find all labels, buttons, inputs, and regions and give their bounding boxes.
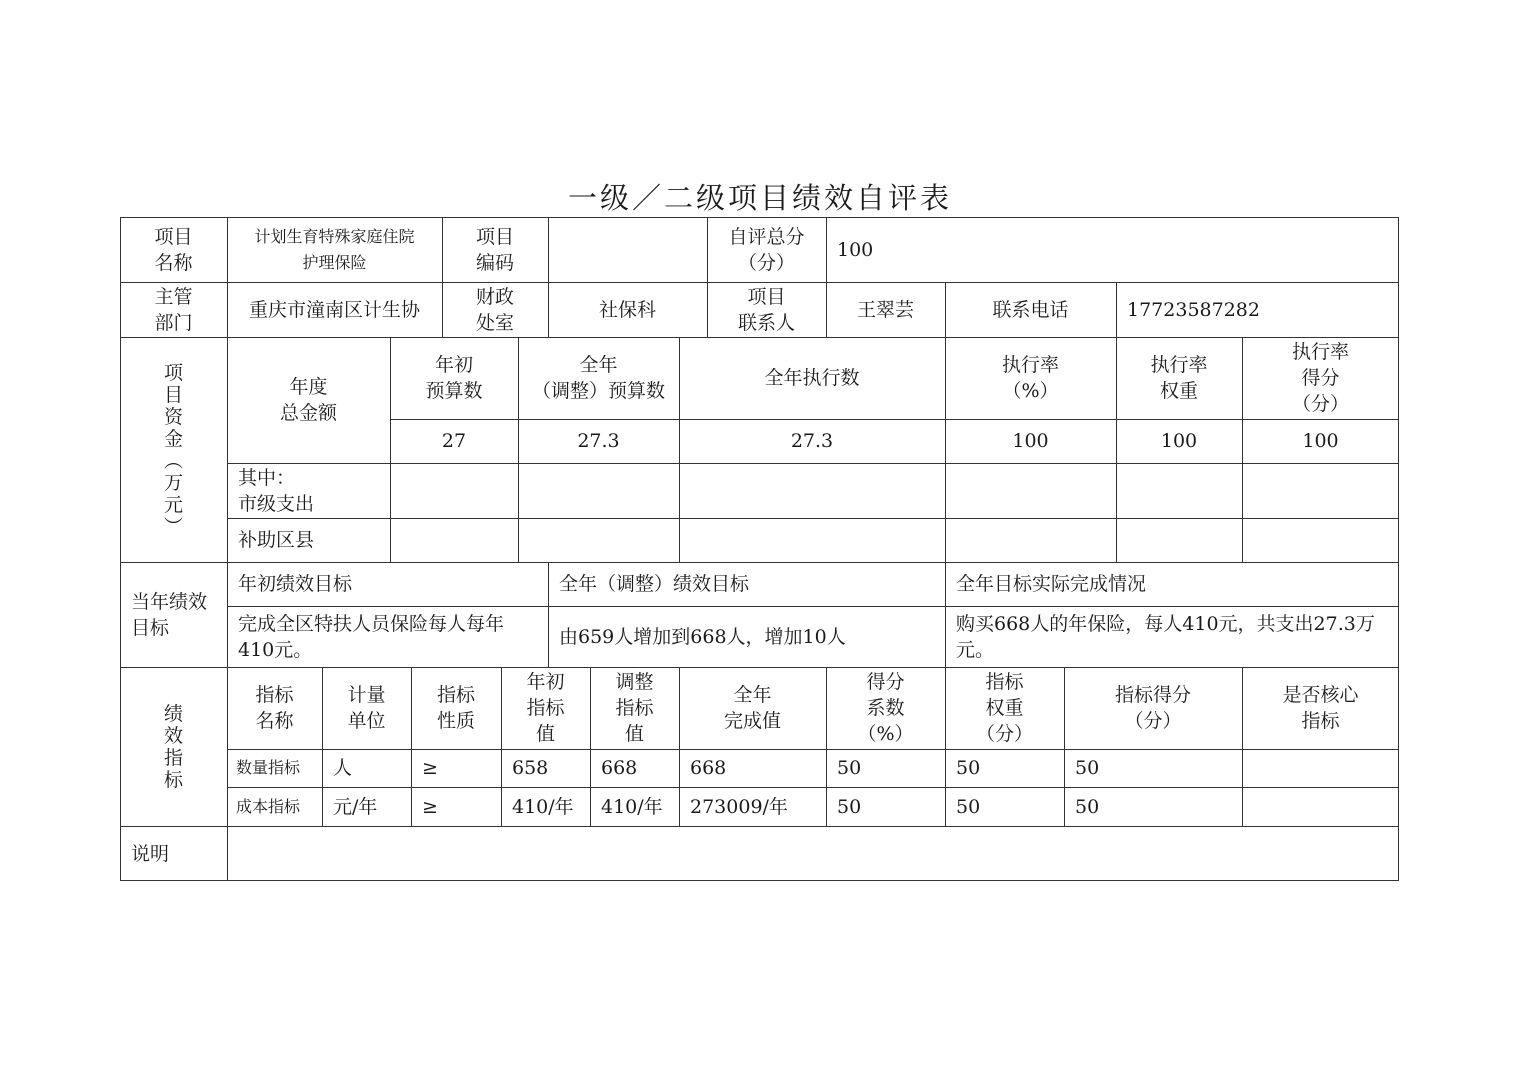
indicators-side-char: 指 bbox=[163, 746, 183, 769]
row-city-label: 其中： 市级支出 bbox=[238, 466, 315, 515]
col-adjusted-budget: 全年 （调整）预算数 bbox=[531, 354, 665, 402]
actual-goal-value: 购买668人的年保险，每人410元，共支出27.3万元。 bbox=[956, 612, 1375, 661]
indicators-side-char: 效 bbox=[163, 724, 183, 747]
phone-label: 联系电话 bbox=[992, 298, 1069, 321]
ind-row-nature: ≥ bbox=[422, 757, 438, 779]
ind-row-completed: 668 bbox=[690, 757, 727, 779]
ind-row-initial: 658 bbox=[512, 757, 549, 779]
ind-header-nature: 指标 性质 bbox=[436, 684, 475, 732]
ind-row-completed: 273009/年 bbox=[690, 795, 788, 818]
col-initial-budget: 年初 预算数 bbox=[425, 354, 483, 402]
initial-goal-value: 完成全区特扶人员保险每人每年410元。 bbox=[238, 612, 505, 661]
ind-header-unit: 计量 单位 bbox=[347, 684, 386, 732]
ind-header-name: 指标 名称 bbox=[255, 684, 294, 732]
ind-row-unit: 元/年 bbox=[333, 795, 378, 818]
col-executed: 全年执行数 bbox=[764, 367, 860, 389]
col-exec-rate: 执行率 （%） bbox=[1001, 354, 1059, 402]
ind-row-score: 50 bbox=[1075, 757, 1100, 779]
ind-row-name: 数量指标 bbox=[236, 758, 301, 777]
ind-row-initial: 410/年 bbox=[512, 795, 574, 818]
ind-row-unit: 人 bbox=[333, 757, 353, 779]
initial-goal-label: 年初绩效目标 bbox=[238, 573, 353, 595]
value-exec-rate: 100 bbox=[1012, 430, 1049, 452]
value-rate-weight: 100 bbox=[1160, 430, 1198, 452]
indicators-side-label bbox=[120, 667, 227, 826]
ind-row-weight: 50 bbox=[956, 757, 981, 779]
value-initial-budget: 27 bbox=[441, 430, 467, 452]
project-name-label: 项目 名称 bbox=[154, 225, 193, 274]
ind-row-weight: 50 bbox=[956, 795, 981, 818]
ind-row-name: 成本指标 bbox=[236, 796, 301, 816]
phone-value: 17723587282 bbox=[1127, 298, 1260, 321]
value-rate-score: 100 bbox=[1302, 430, 1339, 452]
finance-office-value: 社保科 bbox=[598, 298, 656, 321]
ind-header-core: 是否核心 指标 bbox=[1282, 684, 1359, 732]
funds-side-char: 目 bbox=[163, 383, 183, 406]
page-title: 一级／二级项目绩效自评表 bbox=[567, 181, 952, 215]
finance-office-label: 财政 处室 bbox=[475, 285, 514, 334]
ind-row-core bbox=[1242, 749, 1399, 787]
ind-row-adjusted: 410/年 bbox=[601, 795, 663, 818]
value-executed: 27.3 bbox=[790, 430, 834, 452]
goals-side-label: 当年绩效 目标 bbox=[131, 590, 208, 639]
evaluation-table bbox=[120, 217, 1399, 881]
ind-row-score: 50 bbox=[1075, 795, 1100, 818]
value-adjusted-budget: 27.3 bbox=[577, 430, 620, 452]
ind-header-initial: 年初 指标 值 bbox=[526, 671, 565, 745]
ind-row-coef: 50 bbox=[837, 795, 862, 818]
funds-side-label bbox=[120, 337, 227, 562]
notes-label: 说明 bbox=[131, 842, 170, 865]
ind-row-core bbox=[1242, 787, 1399, 826]
indicators-side-char: 绩 bbox=[163, 702, 183, 725]
ind-header-coef: 得分 系数 （%） bbox=[857, 671, 914, 745]
funds-side-char: ︶ bbox=[163, 515, 183, 538]
indicators-side-char: 标 bbox=[163, 768, 183, 791]
ind-header-adjusted: 调整 指标 值 bbox=[615, 671, 654, 745]
self-score-label: 自评总分 （分） bbox=[728, 225, 805, 274]
contact-label: 项目 联系人 bbox=[737, 285, 795, 334]
ind-row-adjusted: 668 bbox=[601, 757, 638, 779]
ind-header-completed: 全年 完成值 bbox=[723, 684, 781, 732]
ind-header-score: 指标得分 （分） bbox=[1114, 684, 1191, 732]
col-rate-score: 执行率 得分 （分） bbox=[1291, 341, 1349, 415]
project-code-value bbox=[548, 217, 707, 282]
dept-label: 主管 部门 bbox=[154, 285, 193, 334]
ind-row-coef: 50 bbox=[837, 757, 862, 779]
funds-side-char: 资 bbox=[163, 405, 183, 428]
actual-goal-label: 全年目标实际完成情况 bbox=[956, 573, 1147, 595]
dept-value: 重庆市潼南区计生协 bbox=[248, 298, 420, 321]
funds-side-char: 元 bbox=[163, 493, 183, 516]
contact-value: 王翠芸 bbox=[856, 298, 914, 321]
row-subsidy-label: 补助区县 bbox=[238, 529, 315, 551]
ind-header-weight: 指标 权重 （分） bbox=[975, 671, 1033, 745]
funds-side-char: 项 bbox=[163, 361, 183, 384]
project-name-value: 计划生育特殊家庭住院 护理保险 bbox=[254, 226, 415, 272]
adjusted-goal-value: 由659人增加到668人，增加10人 bbox=[559, 625, 846, 648]
annual-total-label: 年度 总金额 bbox=[279, 376, 337, 424]
ind-row-nature: ≥ bbox=[422, 795, 438, 818]
funds-side-char: 万 bbox=[163, 471, 183, 494]
funds-side-char: ︵ bbox=[163, 449, 183, 472]
project-code-label: 项目 编码 bbox=[475, 225, 514, 274]
col-rate-weight: 执行率 权重 bbox=[1150, 354, 1208, 402]
notes-value bbox=[227, 826, 1399, 881]
adjusted-goal-label: 全年（调整）绩效目标 bbox=[559, 573, 750, 595]
self-score-value: 100 bbox=[837, 238, 874, 261]
funds-side-char: 金 bbox=[163, 427, 183, 450]
